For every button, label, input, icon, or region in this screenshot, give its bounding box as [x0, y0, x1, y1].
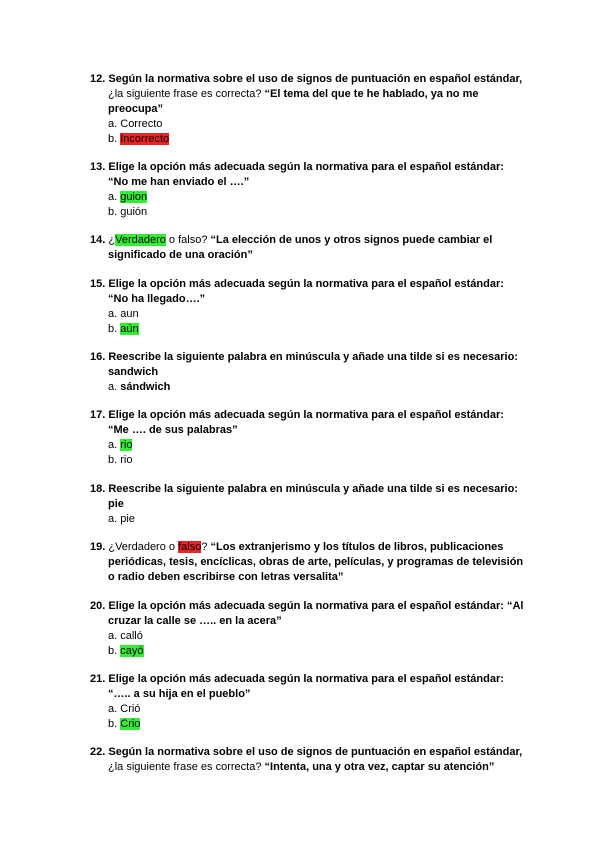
question-quote-end: preocupa”	[108, 103, 164, 115]
question-number: 22.	[90, 746, 106, 758]
option-a[interactable]: a. aun	[108, 308, 139, 320]
question-quote: “Me …. de sus palabras”	[108, 424, 238, 436]
question-text: Elige la opción más adecuada según la normativa para el español estándar:	[108, 278, 504, 290]
question-word: sandwich	[108, 366, 159, 378]
option-a[interactable]: a. guion	[108, 191, 148, 203]
question-quote: “No me han enviado el ….”	[108, 176, 250, 188]
option-a[interactable]: a. calló	[108, 630, 143, 642]
question-12	[90, 72, 530, 147]
question-text: Reescribe la siguiente palabra en minúscula y añade una tilde si es necesario:	[108, 351, 518, 363]
question-text: Según la normativa sobre el uso de signos de puntuación en español estándar,	[108, 746, 523, 758]
option-b[interactable]: b. aún	[108, 323, 139, 335]
correct-answer-highlight: rio	[120, 439, 133, 451]
question-21	[90, 672, 530, 732]
wrong-answer-highlight: Incorrecto	[120, 133, 170, 145]
question-quote: “Los extranjerismo y los títulos de libros, publicaciones	[210, 541, 504, 553]
question-number: 19.	[90, 541, 106, 553]
question-number: 13.	[90, 161, 106, 173]
question-14: 14. ¿Verdadero o falso? “La elección de unos y otros signos puede cambiar el significado de una oración”	[90, 234, 493, 261]
question-20	[90, 599, 530, 659]
question-quote-end: significado de una oración”	[108, 249, 253, 261]
option-b[interactable]: b. rio	[108, 454, 133, 466]
option-a[interactable]: a. Crió	[108, 703, 141, 715]
question-text: Reescribe la siguiente palabra en minúscula y añade una tilde si es necesario:	[108, 483, 518, 495]
answer-text: sándwich	[120, 381, 171, 393]
question-quote: cruzar la calle se ….. en la acera”	[108, 615, 282, 627]
question-text-regular: ¿la siguiente frase es correcta?	[108, 761, 265, 773]
question-18	[90, 482, 530, 527]
question-quote: “No ha llegado….”	[108, 293, 206, 305]
answer-field[interactable]: a. sándwich	[108, 381, 171, 393]
question-quote-end: o radio deben escribirse con letras versalita”	[108, 571, 344, 583]
option-b[interactable]: b. Incorrecto	[108, 133, 170, 145]
question-quote: “Intenta, una y otra vez, captar su atención”	[264, 761, 495, 773]
question-word: pie	[108, 498, 124, 510]
correct-answer-highlight: guion	[120, 191, 148, 203]
option-a[interactable]: a. rio	[108, 439, 133, 451]
question-quote-cont: periódicas, tesis, encíclicas, obras de arte, películas, y programas de televisión	[108, 556, 524, 568]
question-19: 19. ¿Verdadero o falso? “Los extranjerismo y los títulos de libros, publicaciones periódicas, tesis, encíclicas, obras de arte, películas, y programas de televisión o radio deben escribirse con letras versalita”	[90, 541, 524, 583]
true-choice-highlight[interactable]: Verdadero	[115, 234, 166, 246]
correct-answer-highlight: Crio	[120, 718, 141, 730]
question-text: Elige la opción más adecuada según la normativa para el español estándar:	[108, 409, 504, 421]
question-quote: “El tema del que te he hablado, ya no me	[264, 88, 479, 100]
question-number: 17.	[90, 409, 106, 421]
question-text: Elige la opción más adecuada según la normativa para el español estándar: “Al	[108, 600, 524, 612]
option-b[interactable]: b. guión	[108, 206, 148, 218]
correct-answer-highlight: aún	[120, 323, 139, 335]
question-number: 21.	[90, 673, 106, 685]
question-number: 14.	[90, 234, 106, 246]
question-16	[90, 350, 530, 395]
option-b[interactable]: b. cayó	[108, 645, 144, 657]
option-b[interactable]: b. Crio	[108, 718, 141, 730]
option-a[interactable]: a. Correcto	[108, 118, 163, 130]
question-number: 18.	[90, 483, 106, 495]
question-quote: “….. a su hija en el pueblo”	[108, 688, 251, 700]
question-text-regular: ¿la siguiente frase es correcta?	[108, 88, 265, 100]
question-13	[90, 160, 530, 220]
question-17	[90, 408, 530, 468]
question-text: Elige la opción más adecuada según la normativa para el español estándar:	[108, 673, 504, 685]
question-text: Elige la opción más adecuada según la normativa para el español estándar:	[108, 161, 504, 173]
question-number: 20.	[90, 600, 106, 612]
question-22	[90, 745, 530, 775]
correct-answer-highlight: cayó	[120, 645, 144, 657]
question-text: Según la normativa sobre el uso de signos de puntuación en español estándar,	[108, 73, 523, 85]
question-number: 16.	[90, 351, 106, 363]
answer-text: pie	[120, 513, 135, 525]
question-number: 12.	[90, 73, 106, 85]
question-number: 15.	[90, 278, 106, 290]
false-choice-highlight[interactable]: falso	[178, 541, 202, 553]
answer-field[interactable]: a. pie	[108, 513, 135, 525]
question-quote: “La elección de unos y otros signos puede cambiar el	[210, 234, 493, 246]
question-15	[90, 277, 530, 337]
